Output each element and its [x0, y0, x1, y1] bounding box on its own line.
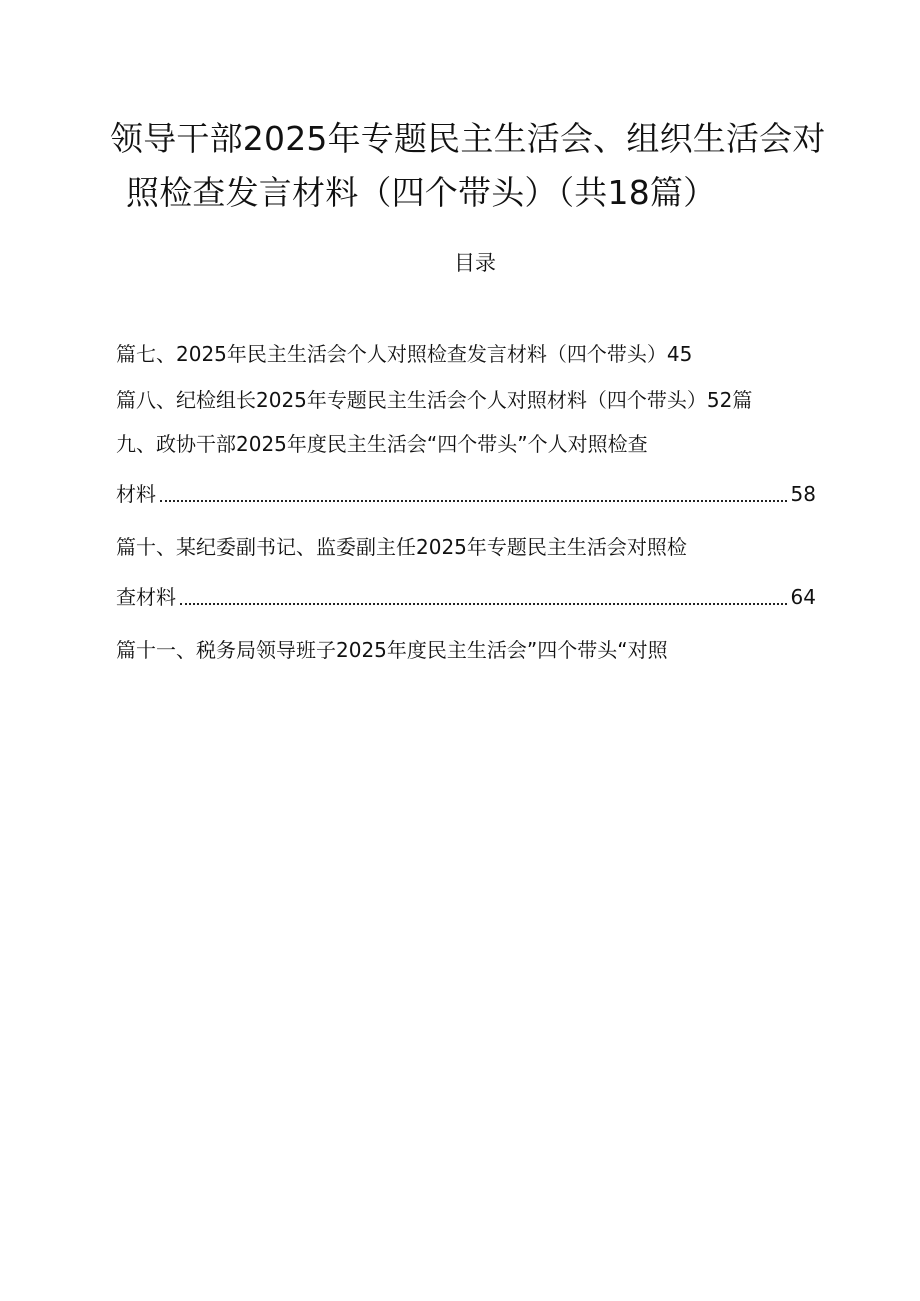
dot-leader	[160, 500, 787, 502]
toc-heading: 目录	[454, 251, 496, 275]
toc-entry-8[interactable]: 篇八、纪检组长2025年专题民主生活会个人对照材料（四个带头）52篇	[116, 388, 753, 412]
dot-leader	[180, 603, 787, 605]
document-title	[110, 112, 830, 220]
title-line-1: 领导干部2025年专题民主生活会、组织生活会对	[110, 119, 826, 158]
toc-entry-10[interactable]: 篇十、某纪委副书记、监委副主任2025年专题民主生活会对照检	[116, 535, 687, 559]
toc-entry-9[interactable]: 九、政协干部2025年度民主生活会“四个带头”个人对照检查	[116, 432, 648, 456]
toc-entry-7[interactable]: 篇七、2025年民主生活会个人对照检查发言材料（四个带头）45	[116, 342, 693, 366]
toc-entry-10-tail: 查材料	[116, 585, 176, 609]
toc-entry-9-leader[interactable]	[116, 477, 816, 511]
toc-page-number: 58	[790, 482, 816, 506]
title-line-2: 照检查发言材料（四个带头）（共18篇）	[126, 173, 717, 212]
toc-page-number: 64	[790, 585, 816, 609]
toc-entry-11[interactable]: 篇十一、税务局领导班子2025年度民主生活会”四个带头“对照	[116, 638, 668, 662]
toc-entry-9-tail: 材料	[116, 482, 156, 506]
toc-entry-10-leader[interactable]	[116, 580, 816, 614]
